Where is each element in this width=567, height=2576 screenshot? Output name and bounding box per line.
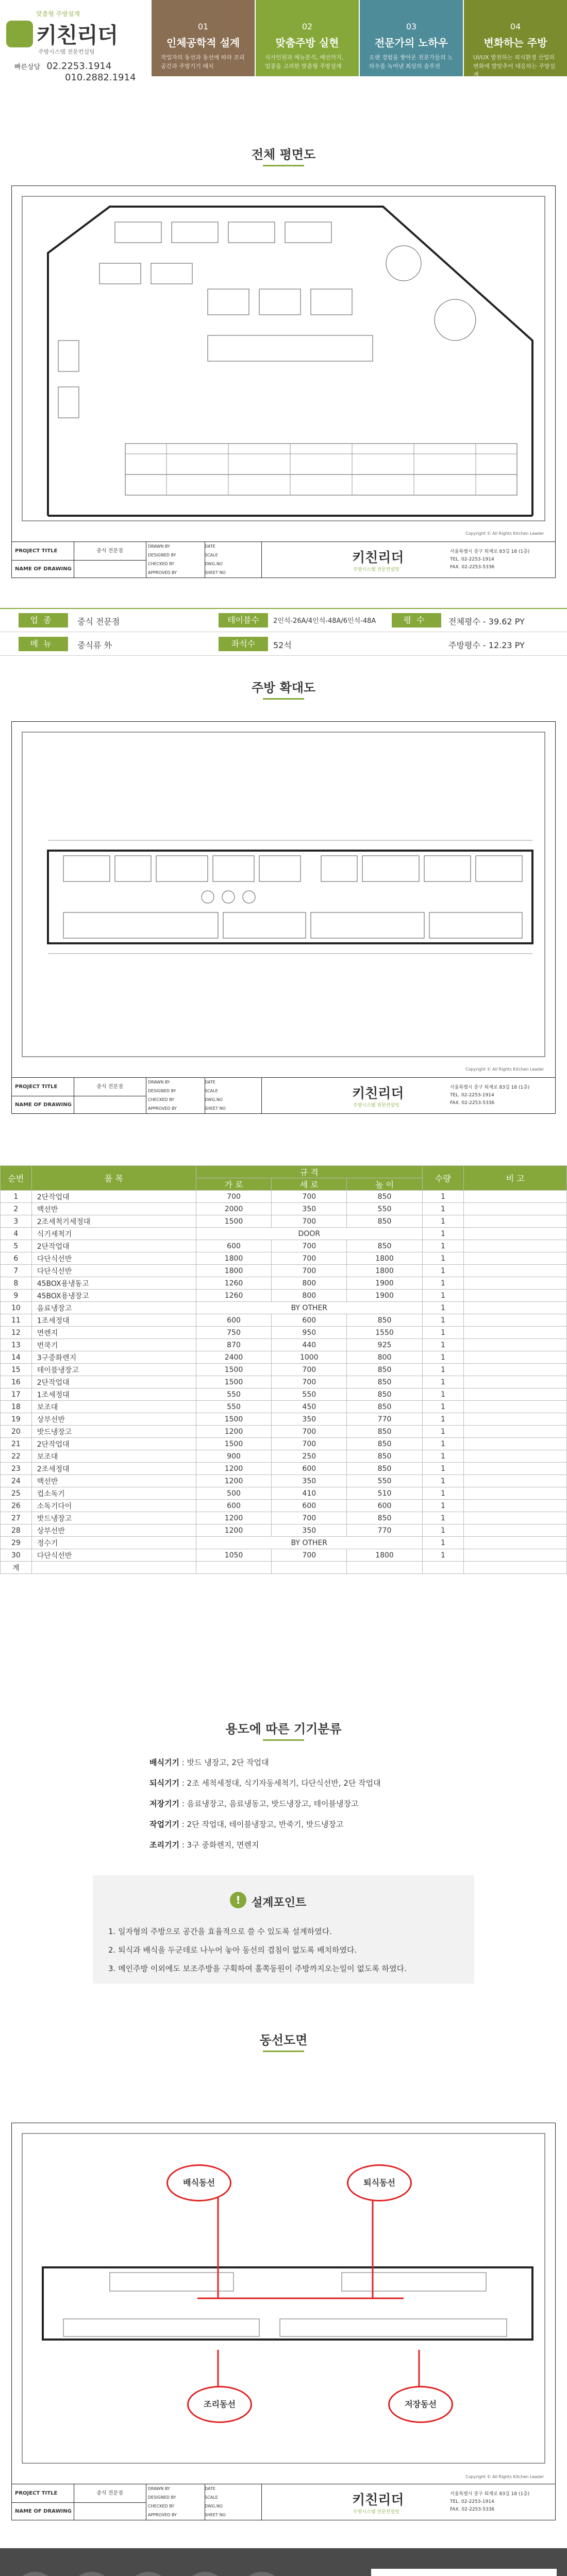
table-row: 12 면렌지 750 950 1550 1: [1, 1327, 567, 1339]
table-row: 25 컵소독기 500 410 510 1: [1, 1487, 567, 1500]
design-point-title: 설계포인트: [252, 1896, 307, 1909]
logo-main: 키친리더: [36, 23, 118, 48]
table-row: 16 2단작업대 1500 700 850 1: [1, 1376, 567, 1388]
table-row: 22 보조대 900 250 850 1: [1, 1450, 567, 1463]
table-row: 11 1조세정대 600 600 850 1: [1, 1314, 567, 1327]
section-title-flow: 동선도면: [259, 2033, 308, 2047]
table-row: 14 3구중화렌지 2400 1000 800 1: [1, 1351, 567, 1364]
table-row: 28 상부선반 1200 350 770 1: [1, 1524, 567, 1537]
table-row: 7 다단식선반 1800 700 1800 1: [1, 1265, 567, 1277]
feature-tile-3: 03 전문가의 노하우 오랜 경험을 쌓아온 전문가들의 노하우를 녹여낸 최상의 솔루션: [360, 0, 463, 76]
usage-line-2: 되식기기 : 2조 세척세정대, 식기자동세척기, 다단식선반, 2단 작업대: [149, 1778, 381, 1788]
flow-bubble-return: 퇴식동선: [347, 2164, 412, 2201]
table-row: 23 2조세정대 1200 600 850 1: [1, 1463, 567, 1475]
footer-btn-2d3d[interactable]: [126, 2572, 171, 2576]
table-row: 24 백선반 1200 350 550 1: [1, 1475, 567, 1487]
table-row: 15 테이블냉장고 1500 700 850 1: [1, 1364, 567, 1376]
footer-brand-box: [371, 2569, 557, 2576]
section-title-usage: 용도에 따른 기기분류: [225, 1722, 342, 1736]
feature-tile-4: 04 변화하는 주방 UI/UX 발전하는 외식환경 산업의 변화에 발맞추어 대응하는 주방설계: [464, 0, 567, 76]
info-table: [0, 608, 567, 656]
phone-label: 빠른상담: [14, 63, 41, 71]
flow-plan-frame: 배식동선 퇴식동선 조리동선 저장동선 PROJECT TITLE NAME OF DRAWING 중식 전문점 DRAWN BY DESIGNED BY CHECKED BY APPROVED BY DATE SCALE DWG.NO SHEET NO 키친리더 주방시스템 전문컨설팅 서울특별시 중구 퇴계로 83길 18 (1층) TEL. 02-2253-1914 FAX. 02-2253-5336 Copyright © All Rights Kitchen Leader: [11, 2123, 556, 2520]
table-row: 18 보조대 550 450 850 1: [1, 1401, 567, 1413]
table-row: 2 백선반 2000 350 550 1: [1, 1203, 567, 1215]
feature-tile-1: 01 인체공학적 설계 작업자의 동선과 동선에 따라 조리공간과 주방기기 배치: [152, 0, 255, 76]
table-row: 9 45BOX용냉장고 1260 800 1900 1: [1, 1290, 567, 1302]
table-row: 5 2단작업대 600 700 850 1: [1, 1240, 567, 1252]
usage-line-3: 저장기기 : 음료냉장고, 음료냉동고, 밧드냉장고, 테이블냉장고: [149, 1799, 359, 1808]
usage-line-1: 배식기기 : 밧드 냉장고, 2단 작업대: [149, 1758, 269, 1767]
info-row-1: 업종 중식 전문점 테이블수 2인석-26A/4인석-48A/6인석-48A 평수 전체평수 - 39.62 PY: [0, 609, 567, 632]
kitchen-detail-frame: PROJECT TITLE NAME OF DRAWING 중식 전문점 DRAWN BY DESIGNED BY CHECKED BY APPROVED BY DATE SCALE DWG.NO SHEET NO 키친리더 주방시스템 전문컨설팅 서울특별시 중구 퇴계로 83길 18 (1층) TEL. 02-2253-1914 FAX. 02-2253-5336 Copyright © All Rights Kitchen Leader: [11, 721, 556, 1114]
info-row-2: 메뉴 중식류 外 좌석수 52석 주방평수 - 12.23 PY: [0, 633, 567, 656]
footer-brand: [407, 2573, 471, 2576]
table-row: 3 2조세척기세정대 1500 700 850 1: [1, 1215, 567, 1228]
overall-floor-plan: [12, 186, 555, 531]
footer-btn-consult[interactable]: [12, 2572, 58, 2576]
usage-line-5: 조리기기 : 3구 중화렌지, 면렌지: [149, 1840, 259, 1850]
logo-en: 주방시스템 전문컨설팅: [38, 48, 95, 55]
logo-sub: 맞춤형 주방설계: [36, 10, 80, 18]
equipment-table: 순번 품 목 규 격 수량 비 고 가 로 세 로 높 이 1 2단작업대 700 700 850 1 2 백선반 2000 350 550 1 3 2조세척기세정대 1500 700 850 1 4 식기세척기 DOOR 1 5 2단작업대 600 700 850 1 6 다단식선반 1800 700 1800 1 7 다단식선반 1800 700 1800 1 8 45BOX용냉동고 1260 800 1900 1 9 45BOX용냉장고 1260 800 1900 1 10 음료냉장고 BY OTHER 1 11 1조세정대 600 600 850 1 12 면렌지 750 950 1550 1 13 번쿡기 870 440 925 1 14 3구중화렌지 2400 1000 800 1 15 테이블냉장고 1500 700 850 1 16 2단작업대 1500 700 850 1 17 1조세정대 550 550 850 1 18 보조대 550 450 850 1 19 상부선반 1500 350 770 1 20 밧드냉장고 1200 700 850 1 21 2단작업대 1500 700 850 1 22 보조대 900 250 850 1 23 2조세정대 1200 600 850 1 24 백선반 1200 350 550 1 25 컵소독기 500 410 510 1 26 소독기다이 600 600 600 1 27 밧드냉장고 1200 700 850 1 28 상부선반 1200 350 770 1 29 정수기 BY OTHER 1 30 다단식선반 1050 700 1800 1 계: [0, 1165, 567, 1574]
table-row: 1 2단작업대 700 700 850 1: [1, 1191, 567, 1203]
table-row: 21 2단작업대 1500 700 850 1: [1, 1438, 567, 1450]
title-block: PROJECT TITLE NAME OF DRAWING 중식 전문점 DRAWN BY DESIGNED BY CHECKED BY APPROVED BY DATE SCALE DWG.NO SHEET NO 키친리더 주방시스템 전문컨설팅 서울특별시 중구 퇴계로 83길 18 (1층) TEL. 02-2253-1914 FAX. 02-2253-5336: [12, 1077, 555, 1114]
table-row: 17 1조세정대 550 550 850 1: [1, 1388, 567, 1401]
table-row: 20 밧드냉장고 1200 700 850 1: [1, 1426, 567, 1438]
footer-btn-survey[interactable]: [69, 2572, 114, 2576]
footer-btn-install[interactable]: [182, 2572, 228, 2576]
flow-plan: [12, 2123, 555, 2473]
table-row: 30 다단식선반 1050 700 1800 1: [1, 1549, 567, 1562]
flow-bubble-serving: 배식동선: [166, 2164, 231, 2201]
usage-line-4: 작업기기 : 2단 작업대, 테이블냉장고, 반죽기, 밧드냉장고: [149, 1820, 344, 1829]
design-point-2: 2. 퇴식과 배식을 두군데로 나누어 놓아 동선의 겹침이 없도록 배치하였다.: [108, 1945, 357, 1955]
flow-bubble-cooking: 조리동선: [187, 2386, 252, 2423]
floor-plan-frame: PROJECT TITLE NAME OF DRAWING 중식 전문점 DRAWN BY DESIGNED BY CHECKED BY APPROVED BY DATE SCALE DWG.NO SHEET NO 키친리더 주방시스템 전문컨설팅 서울특별시 중구 퇴계로 83길 18 (1층) TEL. 02-2253-1914 FAX. 02-2253-5336 Copyright © All Rights Kitchen Leader: [11, 185, 556, 578]
footer: [0, 2548, 567, 2576]
table-row: 계: [1, 1562, 567, 1574]
section-divider: [263, 165, 304, 166]
table-row: 26 소독기다이 600 600 600 1: [1, 1500, 567, 1512]
phone-1[interactable]: 02.2253.1914: [46, 61, 112, 72]
design-point-1: 1. 일자형의 주방으로 공간을 효율적으로 쓸 수 있도록 설계하였다.: [108, 1927, 332, 1936]
feature-tile-2: 02 맞춤주방 실현 식사인원과 메뉴분석, 예산까지, 업종을 고려한 맞춤형 주방설계: [256, 0, 359, 76]
title-block: PROJECT TITLE NAME OF DRAWING 중식 전문점 DRAWN BY DESIGNED BY CHECKED BY APPROVED BY DATE SCALE DWG.NO SHEET NO 키친리더 주방시스템 전문컨설팅 서울특별시 중구 퇴계로 83길 18 (1층) TEL. 02-2253-1914 FAX. 02-2253-5336: [12, 541, 555, 578]
table-row: 19 상부선반 1500 350 770 1: [1, 1413, 567, 1426]
table-row: 4 식기세척기 DOOR 1: [1, 1228, 567, 1240]
flow-bubble-storage: 저장동선: [388, 2386, 453, 2423]
exclamation-icon: !: [230, 1892, 246, 1908]
section-title-kitchen-detail: 주방 확대도: [251, 681, 316, 695]
table-row: 29 정수기 BY OTHER 1: [1, 1537, 567, 1549]
phone-2[interactable]: 010.2882.1914: [65, 72, 136, 83]
title-block: PROJECT TITLE NAME OF DRAWING 중식 전문점 DRAWN BY DESIGNED BY CHECKED BY APPROVED BY DATE SCALE DWG.NO SHEET NO 키친리더 주방시스템 전문컨설팅 서울특별시 중구 퇴계로 83길 18 (1층) TEL. 02-2253-1914 FAX. 02-2253-5336: [12, 2484, 555, 2520]
table-row: 6 다단식선반 1800 700 1800 1: [1, 1252, 567, 1265]
design-point-3: 3. 메인주방 이외에도 보조주방을 구획하여 홀쪽동원이 주방까지오는일이 없도록 하였다.: [108, 1964, 407, 1973]
table-row: 27 밧드냉장고 1200 700 850 1: [1, 1512, 567, 1524]
footer-btn-aftercare[interactable]: [239, 2572, 285, 2576]
section-divider: [263, 698, 304, 700]
kitchen-detail-plan: [12, 722, 555, 1067]
section-divider: [263, 1739, 304, 1741]
table-row: 8 45BOX용냉동고 1260 800 1900 1: [1, 1277, 567, 1290]
section-title-overall-plan: 전체 평면도: [251, 147, 316, 162]
section-divider: [263, 2050, 304, 2052]
table-row: 13 번쿡기 870 440 925 1: [1, 1339, 567, 1351]
logo-icon: [6, 21, 33, 47]
table-row: 10 음료냉장고 BY OTHER 1: [1, 1302, 567, 1314]
